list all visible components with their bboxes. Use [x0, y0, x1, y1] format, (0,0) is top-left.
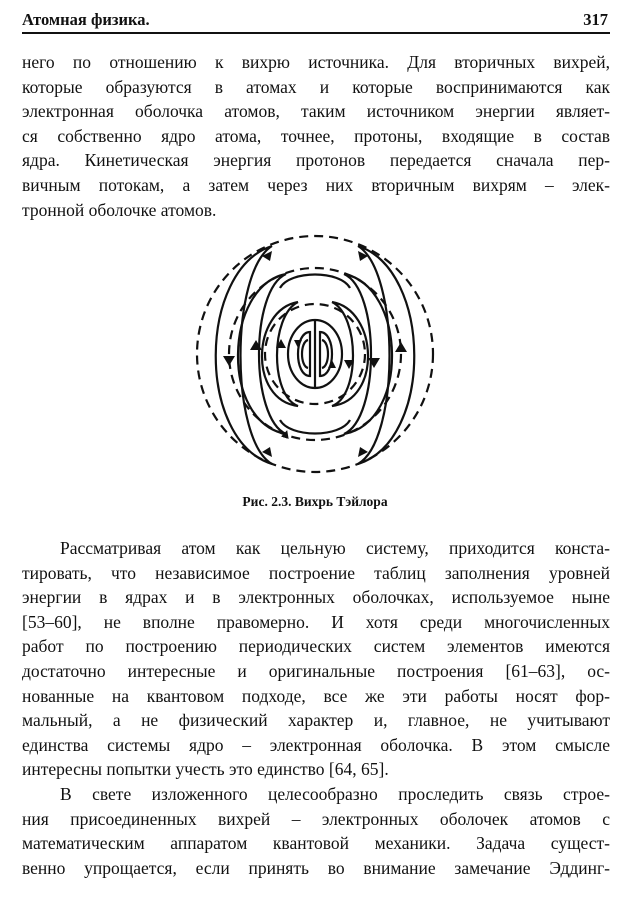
text-line: математическим аппаратом квантовой механики. Задача сущест-: [22, 833, 610, 854]
text-line: интересны попытки учесть это единство [64, 65].: [22, 759, 389, 780]
arrow-icon: [328, 360, 336, 368]
figure-caption: Рис. 2.3. Вихрь Тэйлора: [242, 494, 388, 509]
top-loop: [280, 275, 350, 289]
arrow-icon: [395, 342, 407, 352]
text-line: [53–60], не вполне правомерно. И хотя среди многочисленных: [22, 611, 610, 632]
text-line: которые образуются в атомах и которые воспринимаются как: [22, 76, 610, 97]
text-line: вичным потокам, а затем через них вторичным вихрям – элек-: [22, 174, 610, 195]
running-title: Атомная физика.: [22, 10, 150, 29]
text-line: нованные на квантовом подходе, все же эти работы носят фор-: [22, 685, 610, 706]
text-line: единства системы ядро – электронная оболочка. В этом смысле: [22, 734, 610, 755]
text-line: мальный, а не физический характер и, главное, не учитывают: [22, 710, 610, 731]
text-line: ядра. Кинетическая энергия протонов передается сначала пер-: [22, 150, 610, 171]
bottom-loop: [280, 420, 350, 434]
arrow-icon: [294, 340, 302, 348]
text-line: Рассматривая атом как цельную систему, приходится конста-: [60, 538, 610, 558]
text-line: тировать, что независимое построение таблиц заполнения уровней: [22, 562, 610, 583]
page-header: [22, 8, 610, 34]
taylor-vortex-diagram: [190, 228, 440, 478]
paragraph-2: [22, 536, 610, 782]
nucleus-right-lobe: [320, 332, 332, 376]
text-line: венно упрощается, если принять во внимание замечание Эддинг-: [22, 857, 610, 878]
text-line: работ по построению периодических систем элементов имеются: [22, 636, 610, 657]
nucleus-left-inner: [302, 340, 308, 368]
outer-vortex-right: [358, 246, 414, 464]
text-line: В свете изложенного целесообразно проследить связь строе-: [60, 784, 610, 804]
page-number: 317: [583, 10, 608, 29]
paragraph-3: [22, 782, 610, 880]
nucleus-left-lobe: [298, 332, 310, 376]
arrow-icon: [223, 356, 235, 366]
text-line: достаточно интересные и оригинальные построения [61–63], ос-: [22, 660, 610, 681]
text-line: тронной оболочке атомов.: [22, 199, 217, 220]
text-line: энергии в ядрах и в электронных оболочках, используемое ныне: [22, 587, 610, 608]
paragraph-1: [22, 50, 610, 222]
text-line: ся собственно ядро атома, точнее, протоны, входящие в состав: [22, 125, 610, 146]
nucleus-right-inner: [322, 340, 328, 368]
text-line: ния присоединенных вихрей – электронных оболочек атомов с: [22, 808, 610, 829]
text-line: него по отношению к вихрю источника. Для вторичных вихрей,: [22, 52, 610, 72]
text-line: электронная оболочка атомов, таким источником энергии являет-: [22, 101, 610, 122]
